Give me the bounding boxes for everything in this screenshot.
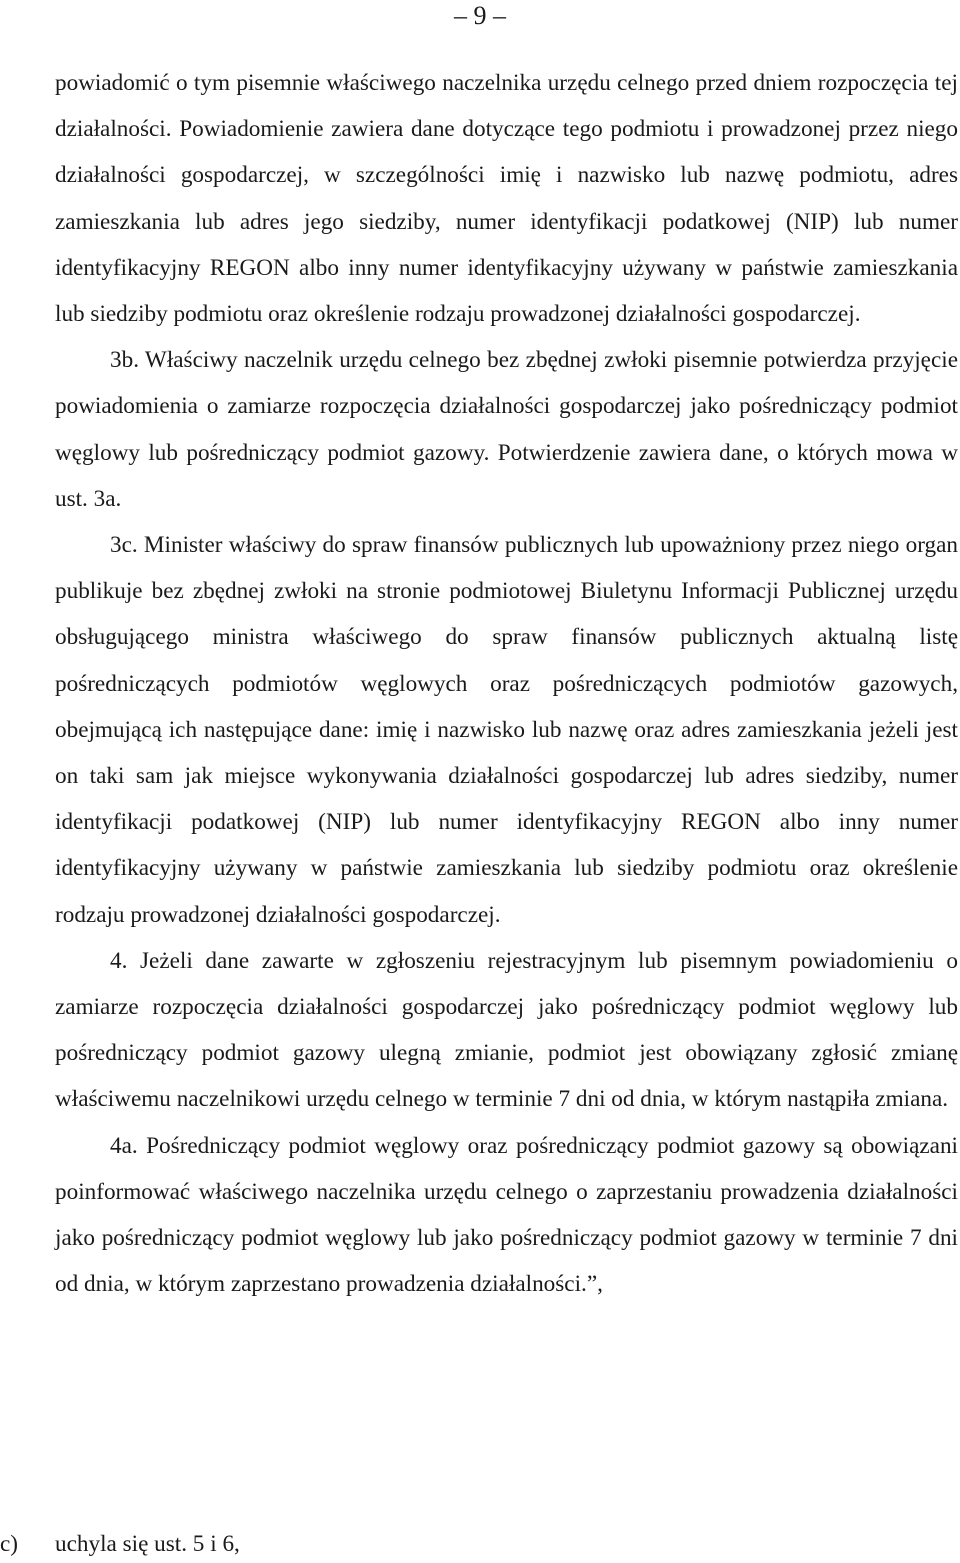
page-number: – 9 – [454, 1, 506, 30]
paragraph-4a: 4a. Pośredniczący podmiot węglowy oraz pośredniczący podmiot gazowy są obowiązani poinformować właściwego naczelnika urzędu celnego o zaprzestaniu prowadzenia działalności jako pośredniczący podmiot węglowy lub jako pośredniczący podmiot gazowy w terminie 7 dni od dnia, w którym zaprzestano prowadzenia działalności.”, [55, 1132, 958, 1298]
paragraph-4: 4. Jeżeli dane zawarte w zgłoszeniu rejestracyjnym lub pisemnym powiadomieniu o zamiarze rozpoczęcia działalności gospodarczej jako pośredniczący podmiot węglowy lub pośredniczący podmiot gazowy ulegną zmianie, podmiot jest obowiązany zgłosić zmianę właściwemu naczelnikowi urzędu celnego w terminie 7 dni od dnia, w którym nastąpiła zmiana. [55, 947, 958, 1113]
paragraph-continuation: powiadomić o tym pisemnie właściwego naczelnika urzędu celnego przed dniem rozpoczęcia tej działalności. Powiadomienie zawiera dane dotyczące tego podmiotu i prowadzonej przez niego działalności gospodarczej, w szczególności imię i nazwisko lub nazwę podmiotu, adres zamieszkania lub adres jego siedziby, numer identyfikacji podatkowej (NIP) lub numer identyfikacyjny REGON albo inny numer identyfikacyjny używany w państwie zamieszkania lub siedziby podmiotu oraz określenie rodzaju prowadzonej działalności gospodarczej. [55, 70, 958, 328]
document-body [55, 60, 958, 1307]
paragraph-3b: 3b. Właściwy naczelnik urzędu celnego bez zbędnej zwłoki pisemnie potwierdza przyjęcie powiadomienia o zamiarze rozpoczęcia działalności gospodarczej jako pośredniczący podmiot węglowy lub pośredniczący podmiot gazowy. Potwierdzenie zawiera dane, o których mowa w ust. 3a. [55, 347, 958, 512]
paragraph-3c: 3c. Minister właściwy do spraw finansów publicznych lub upoważniony przez niego organ publikuje bez zbędnej zwłoki na stronie podmiotowej Biuletynu Informacji Publicznej urzędu obsługującego ministra właściwego do spraw finansów publicznych aktualną listę pośredniczących podmiotów węglowych oraz pośredniczących podmiotów gazowych, obejmującą ich następujące dane: imię i nazwisko lub nazwę oraz adres zamieszkania jeżeli jest on taki sam jak miejsce wykonywania działalności gospodarczej lub adres siedziby, numer identyfikacji podatkowej (NIP) lub numer identyfikacyjny REGON albo inny numer identyfikacyjny używany w państwie zamieszkania lub siedziby podmiotu oraz określenie rodzaju prowadzonej działalności gospodarczej. [55, 532, 958, 928]
list-marker: c) [0, 1531, 19, 1557]
list-item-text: uchyla się ust. 5 i 6, [55, 1531, 240, 1557]
